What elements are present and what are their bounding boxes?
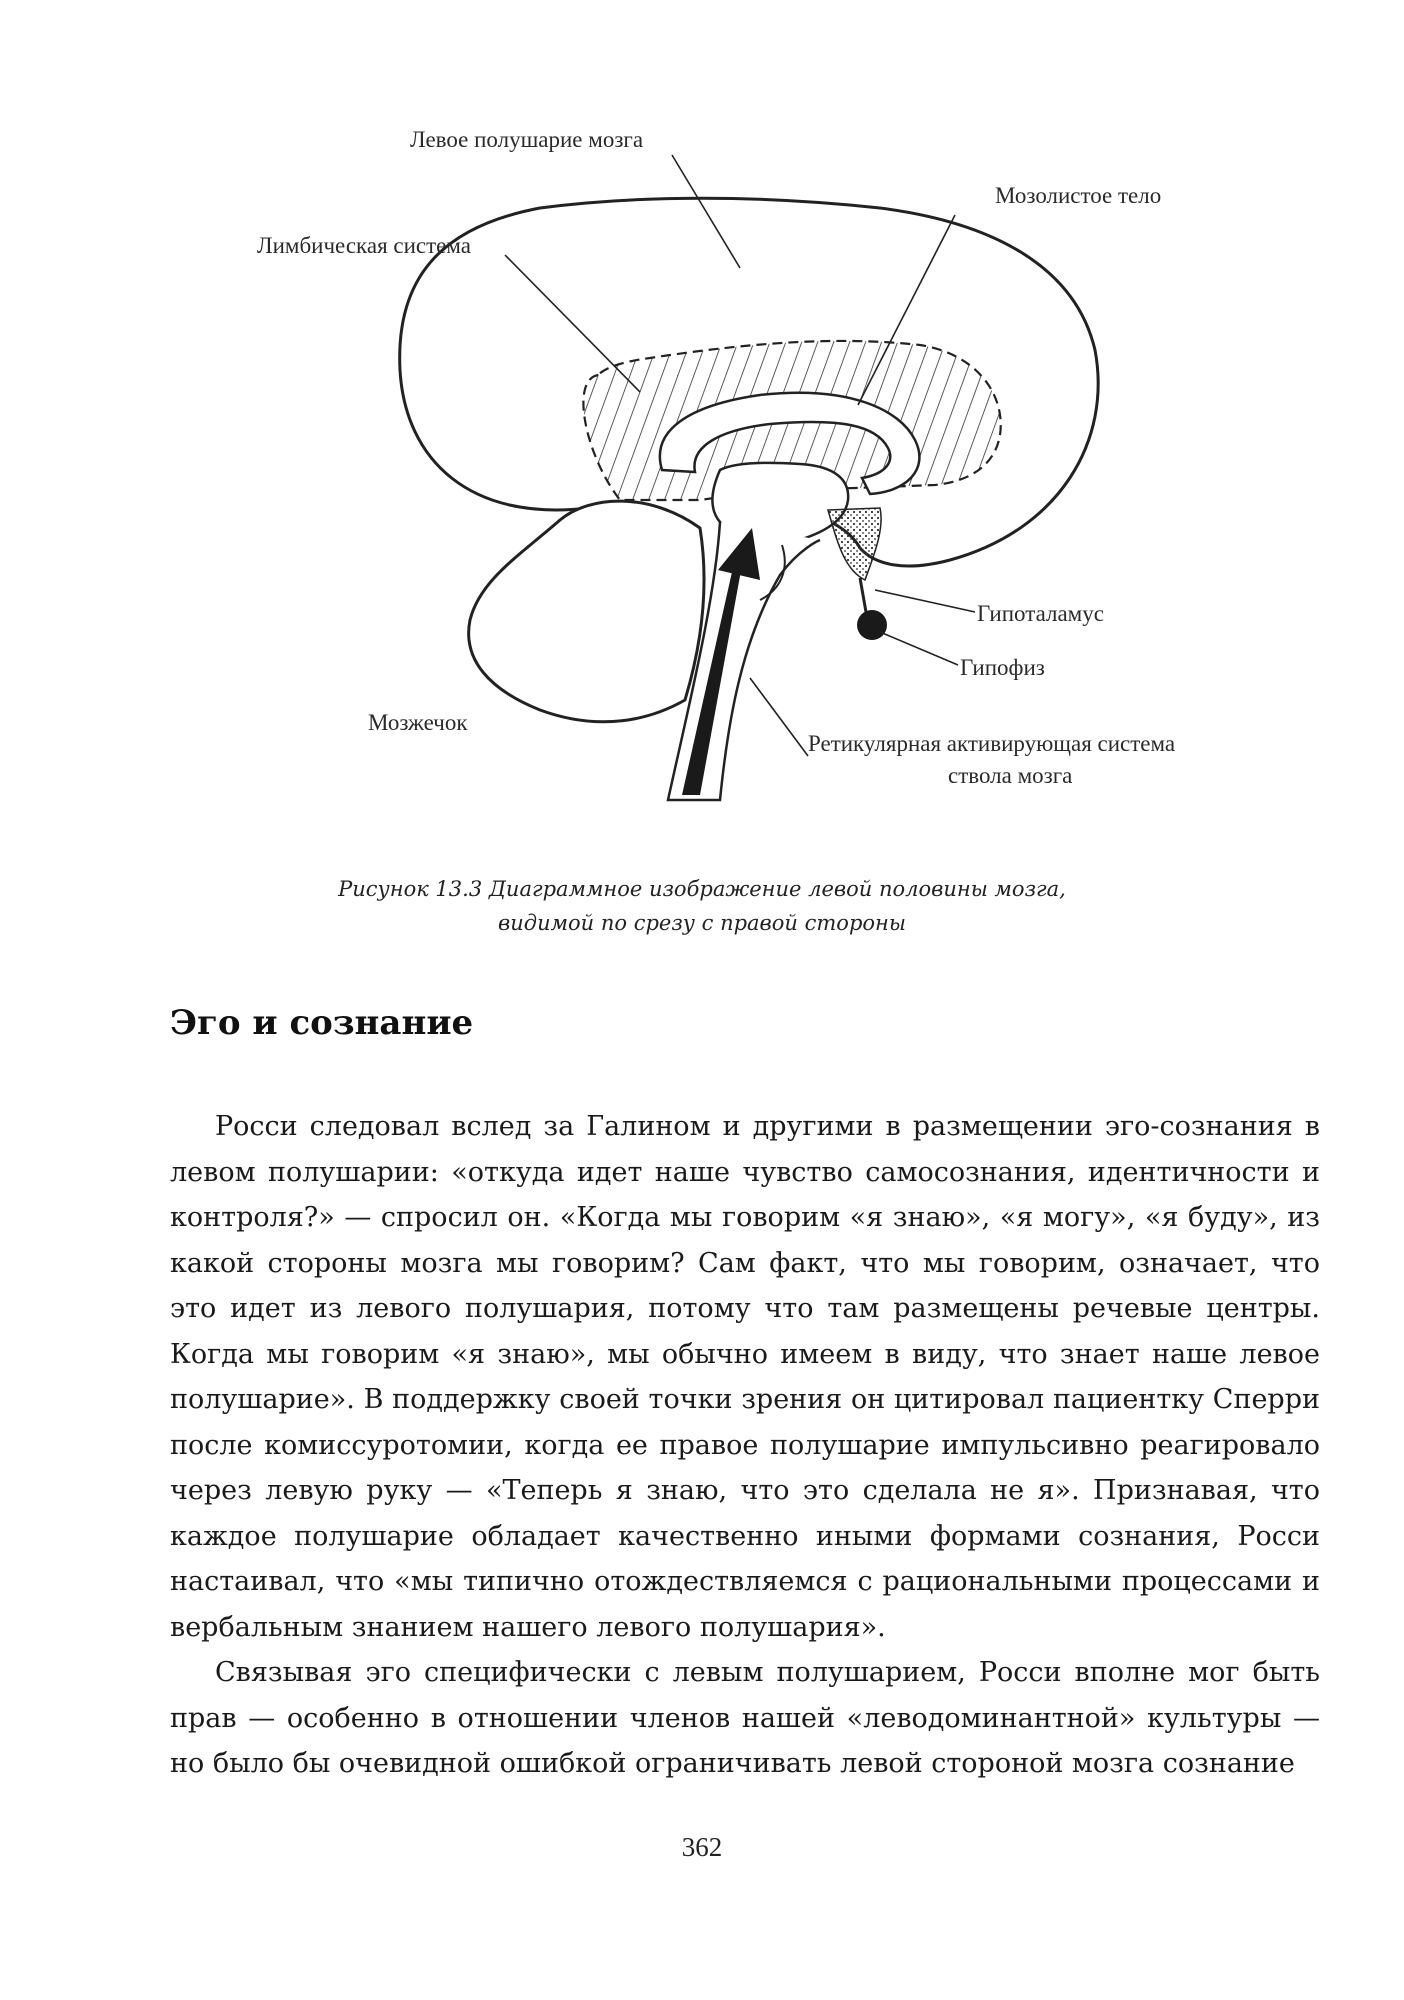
label-reticular-line2: ствола мозга	[948, 763, 1073, 788]
label-limbic-system: Лимбическая система	[257, 233, 471, 258]
section-heading: Эго и сознание	[170, 1003, 474, 1043]
pituitary-gland	[857, 610, 887, 640]
cerebellum	[469, 501, 704, 722]
hypothalamus-region	[828, 508, 881, 580]
label-hypothalamus: Гипоталамус	[977, 601, 1104, 626]
label-corpus-callosum: Мозолистое тело	[995, 183, 1162, 208]
figure-caption	[0, 872, 1404, 940]
label-pituitary: Гипофиз	[960, 655, 1045, 680]
body-text	[170, 1104, 1320, 1787]
caption-line: видимой по срезу с правой стороны	[498, 911, 906, 935]
label-left-hemisphere: Левое полушарие мозга	[410, 127, 644, 152]
paragraph: Росси следовал вслед за Галином и другими в размещении эго-сознания в левом полушарии: «откуда идет наше чувство самосознания, идентичности и контроля?» — спросил он. «Когда мы говорим «я знаю», «я могу», «я буду», из какой стороны мозга мы говорим? Сам факт, что мы говорим, означает, что это идет из левого полушария, потому что там размещены речевые центры. Когда мы говорим «я знаю», мы обычно имеем в виду, что знает наше левое полушарие». В поддержку своей точки зрения он цитировал пациентку Сперри после комиссуротомии, когда ее правое полушарие импульсивно реагировало через левую руку — «Теперь я знаю, что это сделала не я». Признавая, что каждое полушарие обладает качественно иными формами сознания, Росси настаивал, что «мы типично отождествляемся с рациональными процессами и вербальным знанием нашего левого полушария».	[170, 1111, 1320, 1643]
label-cerebellum: Мозжечок	[368, 710, 468, 735]
pituitary-stalk	[860, 578, 866, 612]
caption-line: Рисунок 13.3 Диаграммное изображение левой половины мозга,	[338, 877, 1066, 901]
label-reticular-line1: Ретикулярная активирующая система	[808, 731, 1176, 756]
page-number: 362	[681, 1832, 723, 1862]
brain-diagram	[0, 0, 1404, 840]
paragraph: Связывая эго специфически с левым полушарием, Росси вполне мог быть прав — особенно в отношении членов нашей «леводоминантной» культуры — но было бы очевидной ошибкой ограничивать левой стороной мозга сознание	[170, 1657, 1320, 1779]
